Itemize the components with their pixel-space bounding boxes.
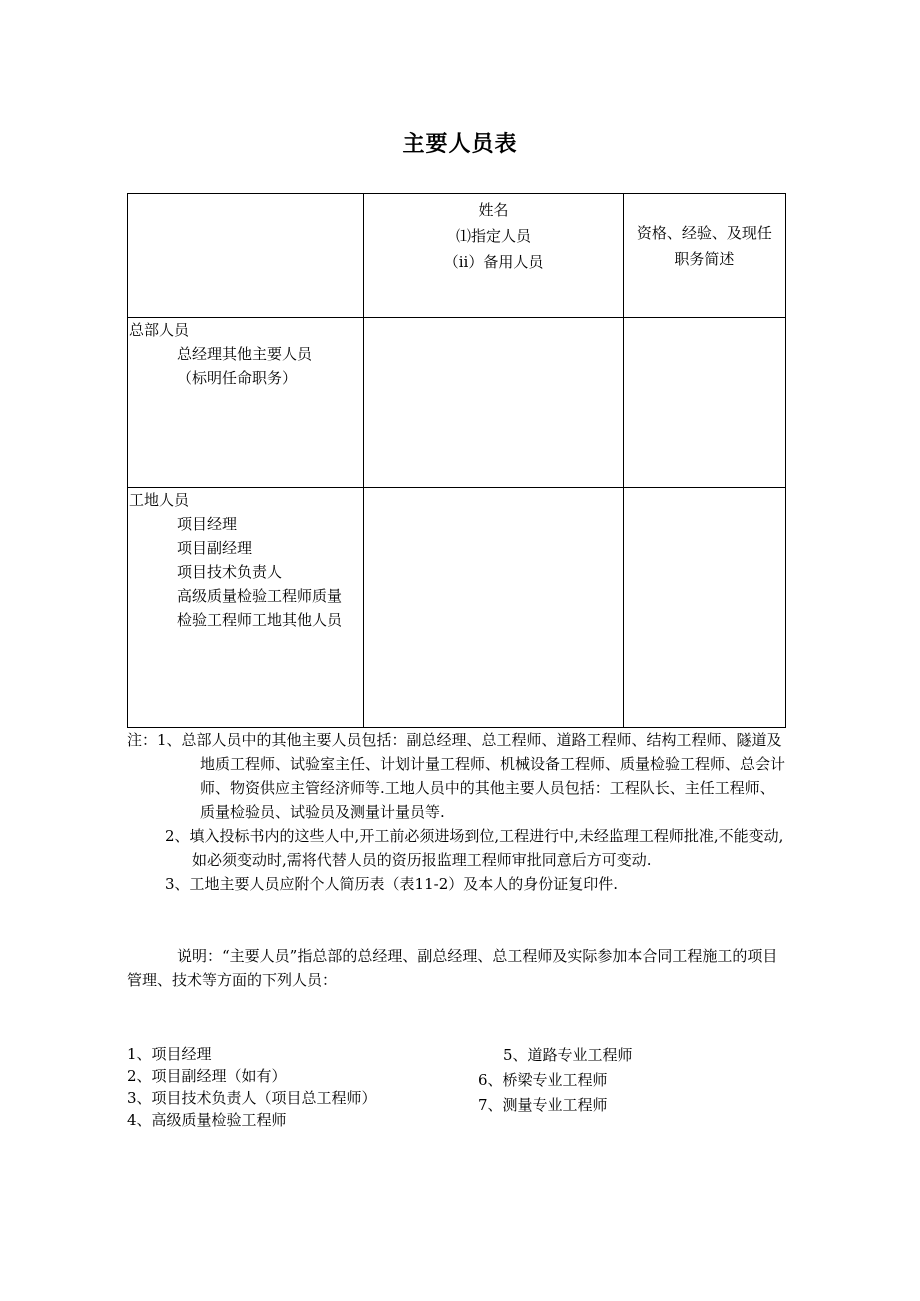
note-1: 注：1、总部人员中的其他主要人员包括：副总经理、总工程师、道路工程师、结构工程师、隧道及地质工程师、试验室主任、计划计量工程师、机械设备工程师、质量检验工程师、总会计师、物资供应主管经济师等.工地人员中的其他主要人员包括：工程队长、主任工程师、质量检验员、试验员及测量计量员等.: [127, 731, 786, 821]
header-backup-line: （ⅱ）备用人员: [443, 253, 544, 271]
table-row-site: [128, 488, 786, 728]
site-category-cell: [128, 488, 364, 728]
site-name-cell[interactable]: [364, 488, 623, 728]
site-line-1: 项目经理: [177, 515, 238, 533]
hq-line-2: （标明任命职务）: [177, 369, 298, 387]
site-heading: 工地人员: [129, 491, 190, 509]
explanation-paragraph: 说明：“主要人员”指总部的总经理、副总经理、总工程师及实际参加本合同工程施工的项目管理、技术等方面的下列人员：: [127, 947, 778, 989]
table-header-row: [128, 194, 786, 318]
list-item: 4、高级质量检验工程师: [127, 1111, 287, 1129]
list-item: 3、项目技术负责人（项目总工程师）: [127, 1089, 377, 1107]
list-item: 2、项目副经理（如有）: [127, 1067, 287, 1085]
header-cell-qualifications: [623, 194, 785, 318]
hq-heading: 总部人员: [129, 321, 190, 339]
site-line-3: 项目技术负责人: [177, 563, 283, 581]
header-name-line: 姓名: [478, 201, 509, 219]
list-item: 1、项目经理: [127, 1045, 212, 1063]
header-qual-line-2: 职务简述: [674, 250, 735, 268]
hq-category-cell: [128, 318, 364, 488]
header-qual-line-1: 资格、经验、及现任: [636, 224, 772, 242]
staff-table: [127, 193, 786, 728]
list-item: 7、测量专业工程师: [478, 1096, 608, 1114]
list-item: 6、桥梁专业工程师: [478, 1071, 608, 1089]
hq-qual-cell[interactable]: [623, 318, 785, 488]
list-item: 5、道路专业工程师: [503, 1046, 633, 1064]
table-row-hq: [128, 318, 786, 488]
hq-name-cell[interactable]: [364, 318, 623, 488]
header-cell-empty: [128, 194, 364, 318]
notes-section: [127, 728, 787, 896]
site-line-4: 高级质量检验工程师质量检验工程师工地其他人员: [177, 587, 343, 629]
hq-line-1: 总经理其他主要人员: [177, 345, 313, 363]
site-qual-cell[interactable]: [623, 488, 785, 728]
page-title: 主要人员表: [402, 132, 518, 157]
note-3: 3、工地主要人员应附个人简历表（表11-2）及本人的身份证复印件.: [165, 875, 619, 893]
header-designated-line: ⑴指定人员: [456, 227, 532, 245]
header-cell-name: [364, 194, 623, 318]
site-line-2: 项目副经理: [177, 539, 253, 557]
note-2: 2、填入投标书内的这些人中,开工前必须进场到位,工程进行中,未经监理工程师批准,不能变动,如必须变动时,需将代替人员的资历报监理工程师审批同意后方可变动.: [165, 827, 784, 869]
personnel-list-left: [127, 1043, 377, 1131]
